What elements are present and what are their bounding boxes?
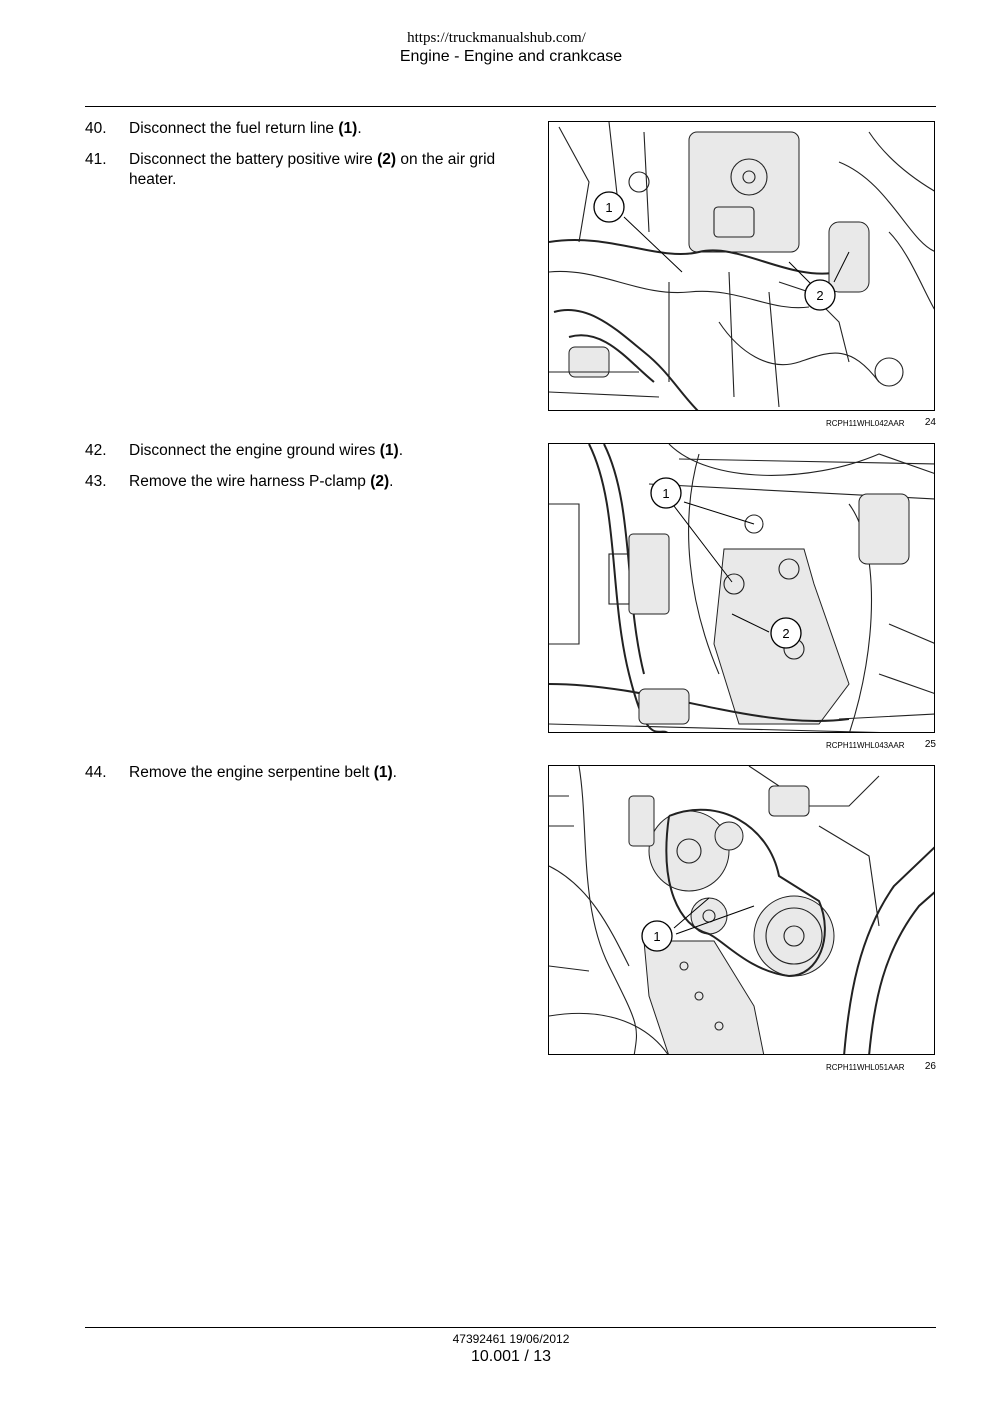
svg-text:1: 1 xyxy=(662,486,670,501)
callout-2 xyxy=(771,618,801,648)
figure-number: 26 xyxy=(924,1061,936,1072)
page-number: 10.001 / 13 xyxy=(470,1348,552,1365)
svg-text:2: 2 xyxy=(816,288,824,303)
figure-26-illustration xyxy=(548,765,935,1055)
svg-text:1: 1 xyxy=(605,200,613,215)
document-code: 47392461 19/06/2012 xyxy=(452,1332,570,1346)
callout-1 xyxy=(651,478,681,508)
svg-text:1: 1 xyxy=(653,929,661,944)
step-number: 43. xyxy=(85,473,107,490)
step-text: Disconnect the fuel return line (1). xyxy=(129,120,362,137)
figure-reference-code: RCPH11WHL042AAR xyxy=(826,419,905,428)
svg-text:2: 2 xyxy=(782,626,790,641)
callout-2 xyxy=(805,280,835,310)
figure-25-illustration xyxy=(548,443,935,733)
figure-number: 25 xyxy=(924,739,936,750)
figure-reference-code: RCPH11WHL043AAR xyxy=(826,741,905,750)
callout-1 xyxy=(642,921,672,951)
step-number: 41. xyxy=(85,151,107,168)
step-text: Remove the wire harness P-clamp (2). xyxy=(129,473,394,490)
step-number: 44. xyxy=(85,764,107,781)
step-number: 42. xyxy=(85,442,107,459)
figure-24-illustration xyxy=(548,121,935,411)
figure-number: 24 xyxy=(924,417,936,428)
callout-1 xyxy=(594,192,624,222)
source-url: https://truckmanualshub.com/ xyxy=(407,30,586,46)
step-text: Disconnect the battery positive wire (2) on the air grid heater. xyxy=(129,151,496,188)
footer-rule xyxy=(85,1327,936,1328)
header-rule xyxy=(85,106,936,107)
figure-reference-code: RCPH11WHL051AAR xyxy=(826,1063,905,1072)
step-text: Remove the engine serpentine belt (1). xyxy=(129,764,397,781)
step-text: Disconnect the engine ground wires (1). xyxy=(129,442,403,459)
step-number: 40. xyxy=(85,120,107,137)
section-title: Engine - Engine and crankcase xyxy=(399,48,623,65)
